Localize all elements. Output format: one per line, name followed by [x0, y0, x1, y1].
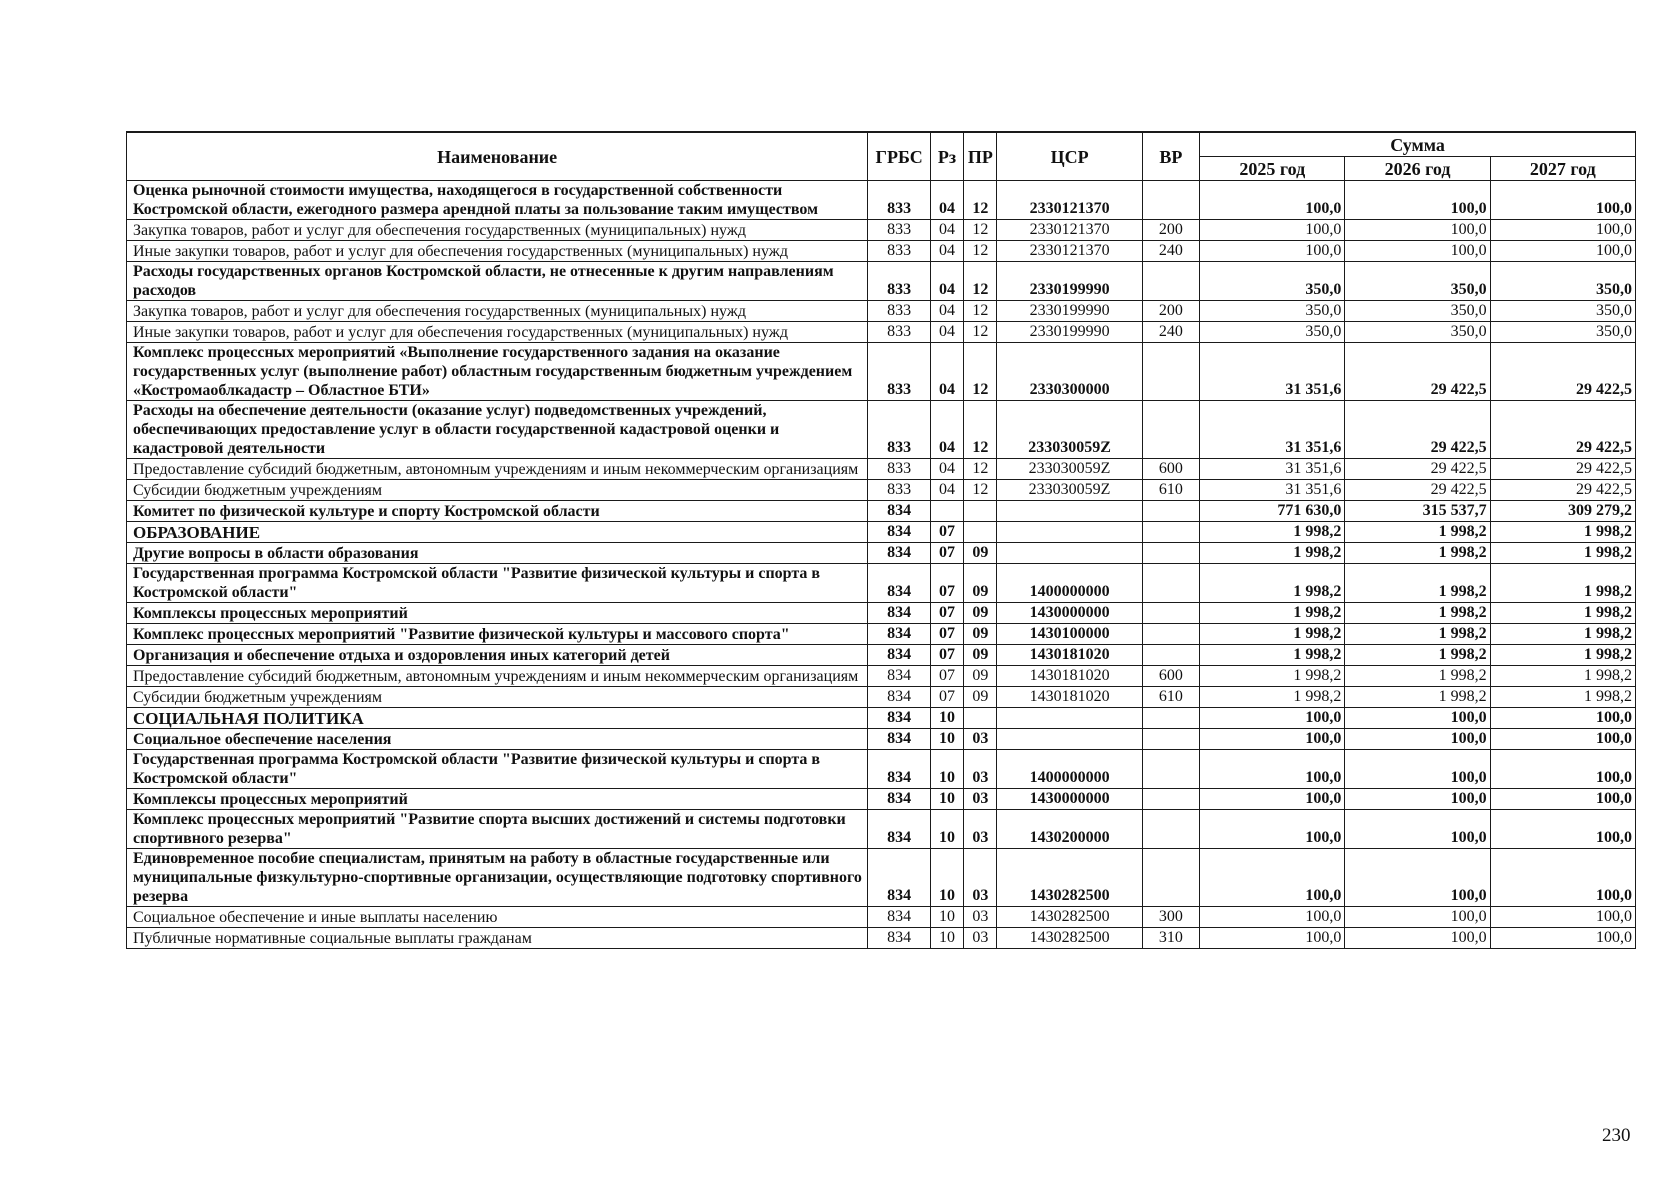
- table-row: [127, 624, 1636, 645]
- row-vr: [1142, 624, 1199, 645]
- row-pr: [964, 708, 997, 729]
- row-amount-2026: 1 998,2: [1345, 624, 1490, 645]
- row-vr: [1142, 645, 1199, 666]
- row-amount-2027: 29 422,5: [1490, 343, 1635, 401]
- table-row: [127, 687, 1636, 708]
- row-grbs: 834: [868, 522, 931, 543]
- row-name: Комплексы процессных мероприятий: [127, 603, 868, 624]
- row-vr: 240: [1142, 241, 1199, 262]
- row-rz: 07: [930, 645, 963, 666]
- table-row: [127, 907, 1636, 928]
- table-row: [127, 343, 1636, 401]
- row-vr: 200: [1142, 220, 1199, 241]
- row-pr: 03: [964, 907, 997, 928]
- row-csr: 2330121370: [997, 181, 1142, 220]
- header-year-2027: 2027 год: [1490, 157, 1635, 181]
- row-rz: 07: [930, 666, 963, 687]
- row-grbs: 833: [868, 301, 931, 322]
- table-row: [127, 564, 1636, 603]
- row-amount-2027: 1 998,2: [1490, 603, 1635, 624]
- row-amount-2025: 1 998,2: [1200, 603, 1345, 624]
- row-amount-2025: 1 998,2: [1200, 543, 1345, 564]
- row-csr: 1430000000: [997, 789, 1142, 810]
- row-vr: [1142, 401, 1199, 459]
- row-rz: 04: [930, 480, 963, 501]
- row-rz: 10: [930, 729, 963, 750]
- row-pr: 12: [964, 301, 997, 322]
- row-amount-2026: 350,0: [1345, 301, 1490, 322]
- row-pr: [964, 522, 997, 543]
- row-amount-2025: 350,0: [1200, 262, 1345, 301]
- row-name: Субсидии бюджетным учреждениям: [127, 480, 868, 501]
- table-header: [127, 132, 1636, 181]
- table-row: [127, 666, 1636, 687]
- row-csr: 1430282500: [997, 928, 1142, 949]
- row-amount-2026: 1 998,2: [1345, 522, 1490, 543]
- row-amount-2027: 1 998,2: [1490, 687, 1635, 708]
- row-grbs: 833: [868, 459, 931, 480]
- row-rz: 04: [930, 241, 963, 262]
- row-name: Публичные нормативные социальные выплаты гражданам: [127, 928, 868, 949]
- row-rz: [930, 501, 963, 522]
- row-grbs: 834: [868, 603, 931, 624]
- header-csr: ЦСР: [997, 132, 1142, 181]
- row-vr: [1142, 522, 1199, 543]
- row-csr: 2330300000: [997, 343, 1142, 401]
- page-number: 230: [1602, 1125, 1631, 1146]
- row-name: Комплекс процессных мероприятий «Выполнение государственного задания на оказание государственных услуг (выполнение работ) областным государственным бюджетным учреждением «Костромаоблкадастр – Областное БТИ»: [127, 343, 868, 401]
- row-rz: 04: [930, 301, 963, 322]
- row-amount-2026: 315 537,7: [1345, 501, 1490, 522]
- row-amount-2027: 1 998,2: [1490, 624, 1635, 645]
- row-amount-2026: 29 422,5: [1345, 343, 1490, 401]
- row-name: Комитет по физической культуре и спорту Костромской области: [127, 501, 868, 522]
- row-amount-2025: 31 351,6: [1200, 401, 1345, 459]
- row-csr: 1430100000: [997, 624, 1142, 645]
- row-csr: [997, 522, 1142, 543]
- table-body: [127, 181, 1636, 949]
- row-vr: 610: [1142, 687, 1199, 708]
- row-amount-2027: 1 998,2: [1490, 564, 1635, 603]
- row-amount-2026: 100,0: [1345, 928, 1490, 949]
- row-csr: 1430200000: [997, 810, 1142, 849]
- row-amount-2025: 100,0: [1200, 181, 1345, 220]
- row-amount-2025: 1 998,2: [1200, 624, 1345, 645]
- row-name: Иные закупки товаров, работ и услуг для обеспечения государственных (муниципальных) нужд: [127, 241, 868, 262]
- row-grbs: 834: [868, 729, 931, 750]
- row-name: СОЦИАЛЬНАЯ ПОЛИТИКА: [127, 708, 868, 729]
- row-vr: [1142, 810, 1199, 849]
- table-row: [127, 401, 1636, 459]
- row-grbs: 833: [868, 181, 931, 220]
- row-csr: 2330121370: [997, 220, 1142, 241]
- row-amount-2026: 1 998,2: [1345, 666, 1490, 687]
- table-row: [127, 181, 1636, 220]
- row-amount-2027: 1 998,2: [1490, 666, 1635, 687]
- header-vr: ВР: [1142, 132, 1199, 181]
- row-grbs: 834: [868, 501, 931, 522]
- row-amount-2025: 100,0: [1200, 220, 1345, 241]
- row-amount-2025: 100,0: [1200, 241, 1345, 262]
- row-pr: 09: [964, 624, 997, 645]
- row-csr: 2330199990: [997, 262, 1142, 301]
- row-grbs: 834: [868, 708, 931, 729]
- row-grbs: 833: [868, 480, 931, 501]
- row-csr: 233030059Z: [997, 401, 1142, 459]
- row-pr: 09: [964, 645, 997, 666]
- table-row: [127, 810, 1636, 849]
- row-rz: 07: [930, 687, 963, 708]
- row-amount-2025: 31 351,6: [1200, 343, 1345, 401]
- row-csr: 1430282500: [997, 907, 1142, 928]
- table-row: [127, 241, 1636, 262]
- row-pr: 03: [964, 789, 997, 810]
- row-amount-2027: 1 998,2: [1490, 645, 1635, 666]
- table-row: [127, 501, 1636, 522]
- row-amount-2027: 1 998,2: [1490, 522, 1635, 543]
- row-amount-2026: 100,0: [1345, 750, 1490, 789]
- row-amount-2025: 1 998,2: [1200, 666, 1345, 687]
- row-amount-2026: 100,0: [1345, 729, 1490, 750]
- row-rz: 04: [930, 262, 963, 301]
- row-vr: 600: [1142, 666, 1199, 687]
- row-pr: 03: [964, 750, 997, 789]
- table-row: [127, 729, 1636, 750]
- row-vr: 310: [1142, 928, 1199, 949]
- row-amount-2025: 100,0: [1200, 729, 1345, 750]
- header-grbs: ГРБС: [868, 132, 931, 181]
- row-rz: 10: [930, 750, 963, 789]
- row-csr: [997, 708, 1142, 729]
- row-pr: [964, 501, 997, 522]
- header-year-2026: 2026 год: [1345, 157, 1490, 181]
- row-csr: 2330121370: [997, 241, 1142, 262]
- row-amount-2027: 29 422,5: [1490, 459, 1635, 480]
- row-csr: 1430181020: [997, 645, 1142, 666]
- row-grbs: 833: [868, 220, 931, 241]
- row-pr: 09: [964, 564, 997, 603]
- row-csr: [997, 501, 1142, 522]
- row-amount-2026: 100,0: [1345, 810, 1490, 849]
- row-amount-2027: 29 422,5: [1490, 401, 1635, 459]
- row-amount-2026: 1 998,2: [1345, 645, 1490, 666]
- row-amount-2025: 100,0: [1200, 849, 1345, 907]
- row-vr: [1142, 708, 1199, 729]
- row-pr: 09: [964, 543, 997, 564]
- row-amount-2026: 350,0: [1345, 322, 1490, 343]
- row-rz: 10: [930, 789, 963, 810]
- row-vr: [1142, 789, 1199, 810]
- row-amount-2026: 29 422,5: [1345, 459, 1490, 480]
- table-row: [127, 322, 1636, 343]
- row-csr: 2330199990: [997, 322, 1142, 343]
- row-rz: 07: [930, 624, 963, 645]
- row-name: Социальное обеспечение и иные выплаты населению: [127, 907, 868, 928]
- row-amount-2025: 31 351,6: [1200, 459, 1345, 480]
- row-grbs: 834: [868, 849, 931, 907]
- row-rz: 04: [930, 459, 963, 480]
- row-vr: [1142, 564, 1199, 603]
- table-row: [127, 262, 1636, 301]
- row-vr: [1142, 262, 1199, 301]
- row-vr: 200: [1142, 301, 1199, 322]
- table-row: [127, 603, 1636, 624]
- row-csr: [997, 543, 1142, 564]
- row-grbs: 834: [868, 810, 931, 849]
- row-pr: 12: [964, 322, 997, 343]
- row-vr: [1142, 501, 1199, 522]
- row-amount-2027: 309 279,2: [1490, 501, 1635, 522]
- budget-table: [126, 131, 1636, 949]
- row-amount-2025: 100,0: [1200, 810, 1345, 849]
- row-amount-2027: 100,0: [1490, 181, 1635, 220]
- row-rz: 10: [930, 907, 963, 928]
- row-vr: [1142, 603, 1199, 624]
- row-csr: 1400000000: [997, 750, 1142, 789]
- row-amount-2026: 100,0: [1345, 181, 1490, 220]
- row-amount-2027: 100,0: [1490, 708, 1635, 729]
- row-rz: 10: [930, 708, 963, 729]
- row-amount-2025: 1 998,2: [1200, 645, 1345, 666]
- row-rz: 04: [930, 181, 963, 220]
- row-rz: 07: [930, 564, 963, 603]
- table-row: [127, 928, 1636, 949]
- header-year-2025: 2025 год: [1200, 157, 1345, 181]
- table-row: [127, 220, 1636, 241]
- row-pr: 12: [964, 220, 997, 241]
- table-row: [127, 750, 1636, 789]
- row-csr: 233030059Z: [997, 459, 1142, 480]
- row-vr: [1142, 750, 1199, 789]
- row-amount-2027: 350,0: [1490, 301, 1635, 322]
- row-rz: 04: [930, 343, 963, 401]
- row-amount-2027: 100,0: [1490, 789, 1635, 810]
- row-amount-2025: 100,0: [1200, 708, 1345, 729]
- budget-table-sheet: [126, 131, 1636, 949]
- row-grbs: 834: [868, 666, 931, 687]
- table-row: [127, 789, 1636, 810]
- row-csr: [997, 729, 1142, 750]
- row-amount-2025: 100,0: [1200, 789, 1345, 810]
- row-pr: 09: [964, 603, 997, 624]
- row-amount-2025: 1 998,2: [1200, 522, 1345, 543]
- row-name: Комплекс процессных мероприятий "Развитие физической культуры и массового спорта": [127, 624, 868, 645]
- row-name: Закупка товаров, работ и услуг для обеспечения государственных (муниципальных) нужд: [127, 220, 868, 241]
- row-name: Единовременное пособие специалистам, принятым на работу в областные государственные или муниципальные физкультурно-спортивные организации, осуществляющие подготовку спортивного резерва: [127, 849, 868, 907]
- row-amount-2026: 350,0: [1345, 262, 1490, 301]
- row-grbs: 833: [868, 343, 931, 401]
- row-amount-2027: 100,0: [1490, 241, 1635, 262]
- row-name: Субсидии бюджетным учреждениям: [127, 687, 868, 708]
- row-name: Государственная программа Костромской области "Развитие физической культуры и спорта в Костромской области": [127, 750, 868, 789]
- row-rz: 04: [930, 322, 963, 343]
- row-amount-2027: 100,0: [1490, 928, 1635, 949]
- row-vr: [1142, 343, 1199, 401]
- header-rz: Рз: [930, 132, 963, 181]
- row-amount-2027: 350,0: [1490, 262, 1635, 301]
- row-amount-2025: 100,0: [1200, 750, 1345, 789]
- row-amount-2026: 1 998,2: [1345, 564, 1490, 603]
- row-grbs: 834: [868, 564, 931, 603]
- row-amount-2025: 771 630,0: [1200, 501, 1345, 522]
- row-vr: [1142, 849, 1199, 907]
- row-grbs: 833: [868, 241, 931, 262]
- row-pr: 03: [964, 928, 997, 949]
- row-amount-2027: 100,0: [1490, 907, 1635, 928]
- table-row: [127, 543, 1636, 564]
- row-pr: 12: [964, 262, 997, 301]
- row-vr: [1142, 181, 1199, 220]
- row-amount-2026: 29 422,5: [1345, 480, 1490, 501]
- row-vr: 300: [1142, 907, 1199, 928]
- row-grbs: 834: [868, 687, 931, 708]
- row-csr: 1430282500: [997, 849, 1142, 907]
- row-pr: 12: [964, 181, 997, 220]
- row-amount-2026: 100,0: [1345, 907, 1490, 928]
- row-vr: 610: [1142, 480, 1199, 501]
- row-name: Комплекс процессных мероприятий "Развитие спорта высших достижений и системы подготовки спортивного резерва": [127, 810, 868, 849]
- table-row: [127, 301, 1636, 322]
- row-rz: 10: [930, 810, 963, 849]
- row-amount-2026: 1 998,2: [1345, 603, 1490, 624]
- row-amount-2026: 100,0: [1345, 789, 1490, 810]
- row-amount-2026: 100,0: [1345, 241, 1490, 262]
- row-amount-2025: 31 351,6: [1200, 480, 1345, 501]
- row-grbs: 833: [868, 322, 931, 343]
- row-name: Социальное обеспечение населения: [127, 729, 868, 750]
- row-amount-2026: 100,0: [1345, 220, 1490, 241]
- row-amount-2026: 100,0: [1345, 849, 1490, 907]
- table-row: [127, 480, 1636, 501]
- row-amount-2025: 1 998,2: [1200, 687, 1345, 708]
- row-name: Государственная программа Костромской области "Развитие физической культуры и спорта в Костромской области": [127, 564, 868, 603]
- table-row: [127, 522, 1636, 543]
- row-amount-2025: 100,0: [1200, 928, 1345, 949]
- row-vr: 240: [1142, 322, 1199, 343]
- row-rz: 07: [930, 603, 963, 624]
- header-name: Наименование: [127, 132, 868, 181]
- row-rz: 04: [930, 401, 963, 459]
- row-name: Закупка товаров, работ и услуг для обеспечения государственных (муниципальных) нужд: [127, 301, 868, 322]
- row-pr: 12: [964, 480, 997, 501]
- row-amount-2025: 350,0: [1200, 301, 1345, 322]
- table-row: [127, 645, 1636, 666]
- row-name: Предоставление субсидий бюджетным, автономным учреждениям и иным некоммерческим организациям: [127, 666, 868, 687]
- row-amount-2027: 100,0: [1490, 810, 1635, 849]
- header-sum: Сумма: [1200, 132, 1636, 157]
- row-pr: 03: [964, 729, 997, 750]
- row-rz: 07: [930, 543, 963, 564]
- row-rz: 10: [930, 928, 963, 949]
- row-amount-2027: 100,0: [1490, 220, 1635, 241]
- row-pr: 12: [964, 401, 997, 459]
- row-amount-2026: 1 998,2: [1345, 687, 1490, 708]
- row-grbs: 834: [868, 928, 931, 949]
- row-amount-2027: 100,0: [1490, 729, 1635, 750]
- row-name: Расходы государственных органов Костромской области, не отнесенные к другим направлениям расходов: [127, 262, 868, 301]
- row-amount-2026: 100,0: [1345, 708, 1490, 729]
- row-name: Расходы на обеспечение деятельности (оказание услуг) подведомственных учреждений, обеспечивающих предоставление услуг в области государственной кадастровой оценки и кадастровой деятельности: [127, 401, 868, 459]
- row-amount-2025: 100,0: [1200, 907, 1345, 928]
- row-amount-2027: 1 998,2: [1490, 543, 1635, 564]
- row-pr: 12: [964, 241, 997, 262]
- row-name: Комплексы процессных мероприятий: [127, 789, 868, 810]
- row-name: Организация и обеспечение отдыха и оздоровления иных категорий детей: [127, 645, 868, 666]
- row-grbs: 833: [868, 262, 931, 301]
- row-csr: 1400000000: [997, 564, 1142, 603]
- row-pr: 03: [964, 810, 997, 849]
- row-grbs: 834: [868, 645, 931, 666]
- row-amount-2027: 350,0: [1490, 322, 1635, 343]
- row-grbs: 834: [868, 907, 931, 928]
- row-rz: 10: [930, 849, 963, 907]
- row-pr: 12: [964, 343, 997, 401]
- row-amount-2027: 100,0: [1490, 849, 1635, 907]
- header-pr: ПР: [964, 132, 997, 181]
- row-name: Оценка рыночной стоимости имущества, находящегося в государственной собственности Костромской области, ежегодного размера арендной платы за пользование таким имуществом: [127, 181, 868, 220]
- row-name: Другие вопросы в области образования: [127, 543, 868, 564]
- row-grbs: 834: [868, 789, 931, 810]
- row-vr: [1142, 729, 1199, 750]
- row-amount-2026: 29 422,5: [1345, 401, 1490, 459]
- row-amount-2025: 350,0: [1200, 322, 1345, 343]
- row-pr: 09: [964, 666, 997, 687]
- row-csr: 2330199990: [997, 301, 1142, 322]
- row-pr: 03: [964, 849, 997, 907]
- row-rz: 07: [930, 522, 963, 543]
- row-rz: 04: [930, 220, 963, 241]
- row-amount-2025: 1 998,2: [1200, 564, 1345, 603]
- row-amount-2027: 29 422,5: [1490, 480, 1635, 501]
- row-csr: 1430181020: [997, 666, 1142, 687]
- row-pr: 12: [964, 459, 997, 480]
- row-name: ОБРАЗОВАНИЕ: [127, 522, 868, 543]
- row-grbs: 833: [868, 401, 931, 459]
- row-grbs: 834: [868, 750, 931, 789]
- row-vr: 600: [1142, 459, 1199, 480]
- row-amount-2026: 1 998,2: [1345, 543, 1490, 564]
- table-row: [127, 849, 1636, 907]
- table-row: [127, 708, 1636, 729]
- row-name: Иные закупки товаров, работ и услуг для обеспечения государственных (муниципальных) нужд: [127, 322, 868, 343]
- row-pr: 09: [964, 687, 997, 708]
- row-amount-2027: 100,0: [1490, 750, 1635, 789]
- row-csr: 233030059Z: [997, 480, 1142, 501]
- table-row: [127, 459, 1636, 480]
- row-csr: 1430181020: [997, 687, 1142, 708]
- row-name: Предоставление субсидий бюджетным, автономным учреждениям и иным некоммерческим организациям: [127, 459, 868, 480]
- row-csr: 1430000000: [997, 603, 1142, 624]
- row-vr: [1142, 543, 1199, 564]
- row-grbs: 834: [868, 624, 931, 645]
- row-grbs: 834: [868, 543, 931, 564]
